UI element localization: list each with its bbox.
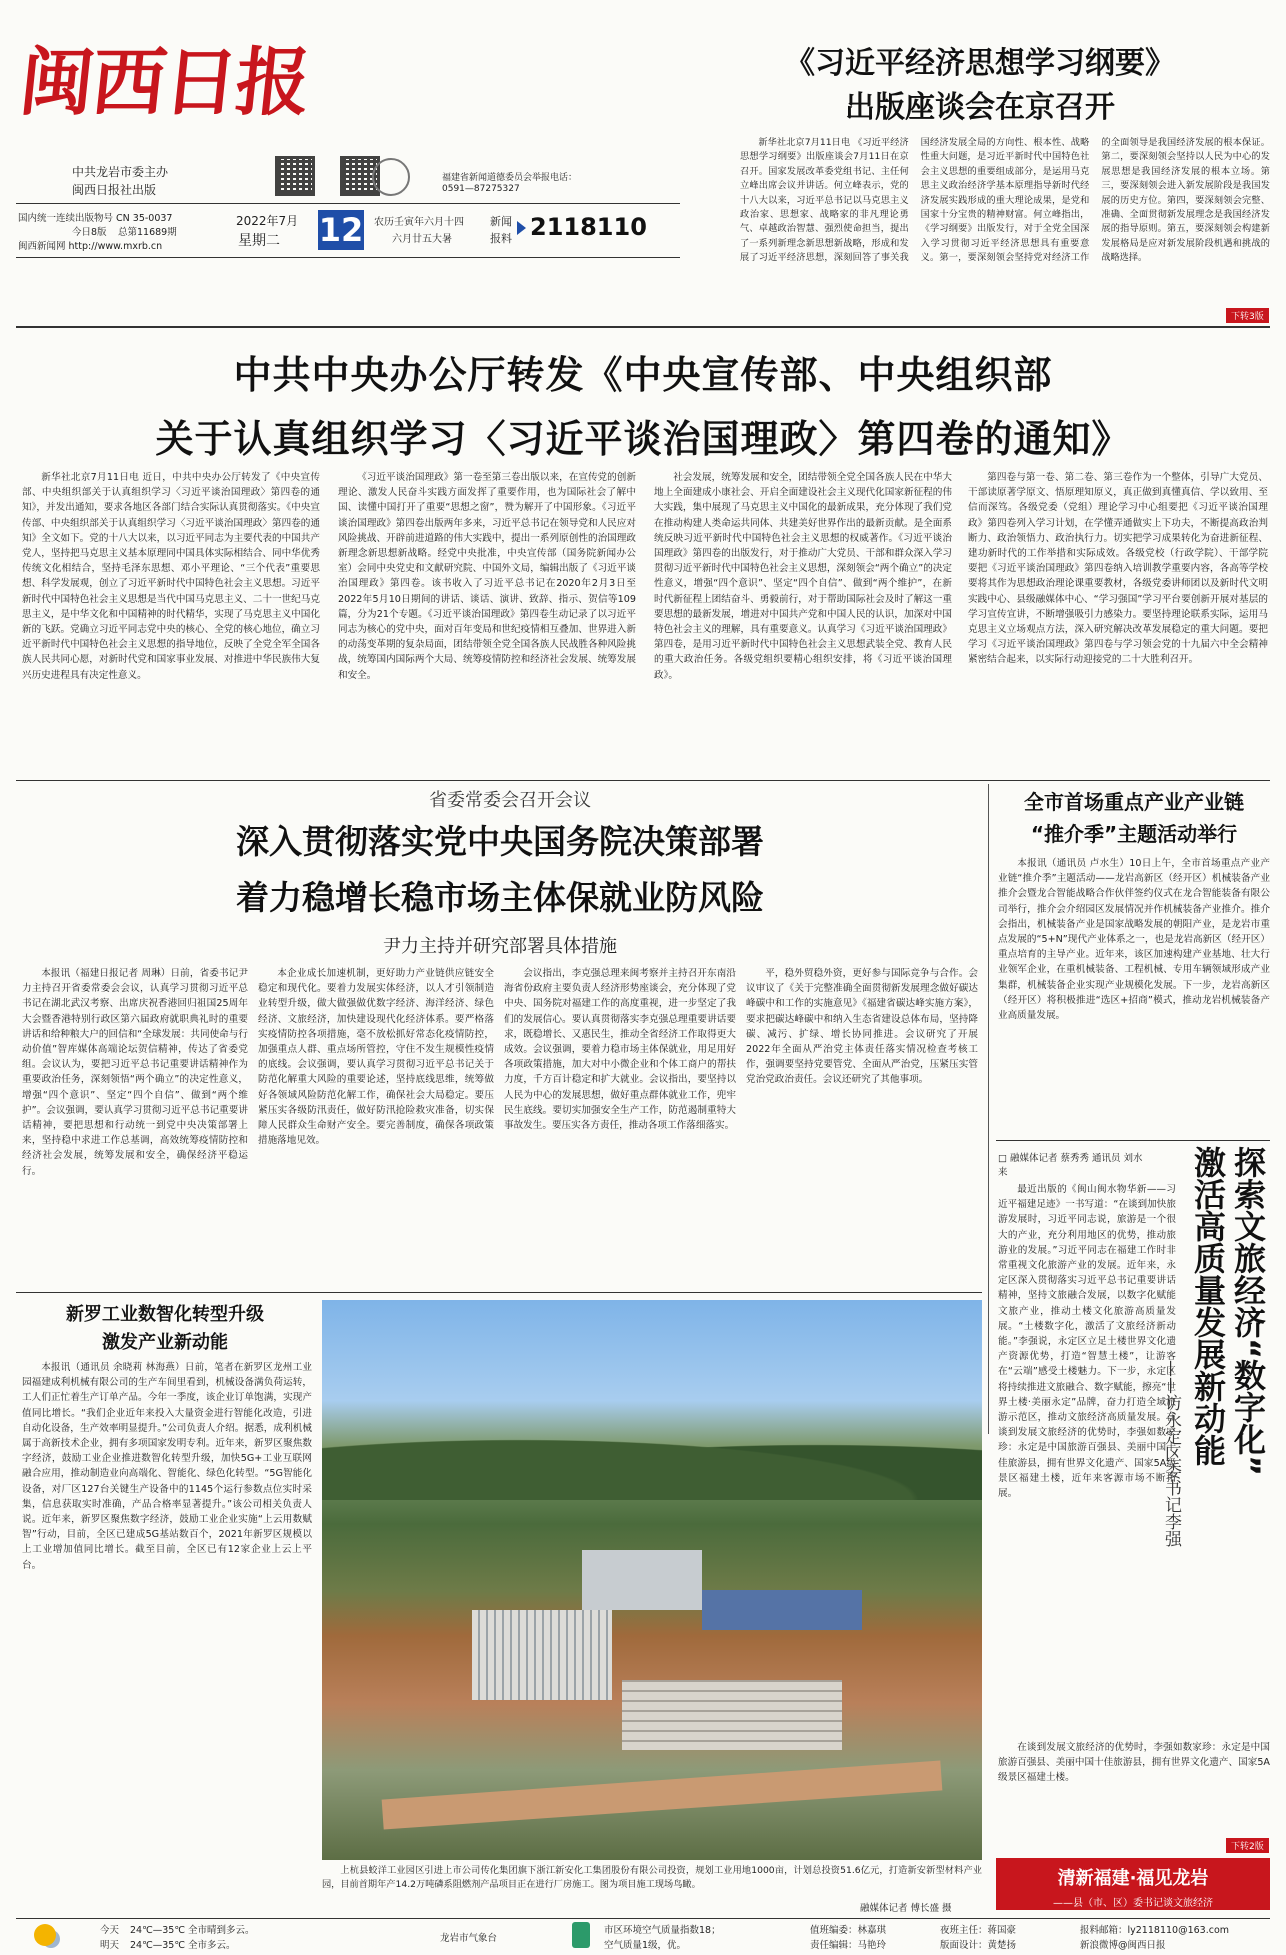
day-badge: 12 bbox=[318, 211, 364, 249]
hotline-label: 新闻 bbox=[490, 215, 512, 228]
province-story-subtitle: 尹力主持并研究部署具体措施 bbox=[383, 936, 617, 957]
photo-building bbox=[622, 1680, 842, 1750]
tourism-title[interactable]: 探索文旅经济“数字化” bbox=[1229, 1146, 1267, 1477]
tourism-body-continued: 在谈到发展文旅经济的优势时，李强如数家珍：永定是中国旅游百强县、美丽中国十佳旅游县，拥有世界文化遗产、国家5A级景区福建土楼。 bbox=[998, 1742, 1270, 1784]
air-quality-index: 市区环境空气质量指数18； bbox=[604, 1925, 721, 1936]
issn: 国内统一连续出版物号 CN 35-0037 bbox=[18, 213, 173, 224]
editor-on-duty: 值班编委：林嘉琪 bbox=[810, 1925, 887, 1936]
tourism-reporters: □ 融媒体记者 蔡秀秀 通讯员 刘水来 bbox=[998, 1153, 1143, 1178]
photo-building bbox=[582, 1550, 702, 1610]
air-quality-level: 空气质量1级，优。 bbox=[604, 1940, 687, 1951]
hotline-arrow-icon bbox=[517, 221, 526, 235]
xinluo-title[interactable]: 新罗工业数智化转型升级 bbox=[66, 1304, 264, 1325]
weibo-account[interactable]: 新浪微博@闽西日报 bbox=[1080, 1940, 1166, 1951]
lunar-date: 农历壬寅年六月十四 bbox=[374, 217, 464, 228]
solar-term: 六月廿五大暑 bbox=[392, 234, 452, 245]
lead-story-title[interactable]: 关于认真组织学习〈习近平谈治国理政〉第四卷的通知》 bbox=[155, 417, 1131, 461]
promo-subtitle: ——县（市、区）委书记谈文旅经济 bbox=[1053, 1898, 1213, 1909]
masthead-sponsor-2: 闽西日报社出版 bbox=[72, 183, 157, 197]
tourism-body: 最近出版的《闽山闽水物华新——习近平福建足迹》一书写道：“在谈到加快旅游发展时，习近平同志说，旅游是一个很大的产业，充分利用地区的优势，推动旅游业的发展。”习近平同志在福建工作时非常重视文化旅游产业的发展。近年来，永定区深入贯彻落实习近平总书记重要讲话精神，坚持文旅融合发展，以数字化赋能文旅产业，推动土楼文化旅游高质量发展。“土楼数字化，激活了文旅经济新动能。”李强说，永定区立足土楼世界文化遗产资源优势，打造“智慧土楼”，让游客在“云端”感受土楼魅力。下一步，永定区将持续推进文旅融合、数字赋能，擦亮“世界土楼·美丽永定”品牌，奋力打造全域旅游示范区，推动文旅经济高质量发展。在谈到发展文旅经济的优势时，李强如数家珍：永定是中国旅游百强县、美丽中国十佳旅游县，拥有世界文化遗产、国家5A级景区福建土楼，近年来客源市场不断拓展。 bbox=[998, 1184, 1176, 1500]
photo-building bbox=[472, 1610, 612, 1700]
platform-seal-icon bbox=[372, 158, 410, 196]
lead-story-column-4: 第四卷与第一卷、第二卷、第三卷作为一个整体，引导广大党员、干部读原著学原文、悟原理知原义，真正做到真懂真信、学以致用、至信而深笃。各级党委（党组）理论学习中心组要把《习近平谈治国理政》第四卷列入学习计划，在学懂弄通做实上下功夫，不断提高政治判断力、政治领悟力、政治执行力。切实把学习成果转化为奋进新征程、建功新时代的工作举措和实际成效。各级党校（行政学院）、干部学院要把《习近平谈治国理政》第四卷纳入培训教学重要内容，各高等学校要将其作为思想政治理论课重要教材，各级党委讲师团以及新时代文明实践中心、县级融媒体中心、“学习强国”学习平台要创新开展对基层的学习宣传宣讲，不断增强吸引力感染力。要坚持理论联系实际，运用马克思主义立场观点方法，深入研究解决改革发展稳定的重大问题。要把学习《习近平谈治国理政》第四卷与学习领会党的十九届六中全会精神紧密结合起来，以实际行动迎接党的二十大胜利召开。 bbox=[968, 472, 1268, 666]
report-phone: 0591—87275327 bbox=[442, 184, 520, 194]
province-story-column-1: 本报讯（福建日报记者 周琳）日前，省委书记尹力主持召开省委常委会会议，认真学习贯彻习近平总书记在湖北武汉考察、出席庆祝香港回归祖国25周年大会暨香港特别行政区第六届政府就职典礼时的重要讲话和给种粮大户的回信和“全球发展：共同使命与行动价值”智库媒体高端论坛贺信精神，传达了省委党组。会议认为，要把习近平总书记重要讲话精神作为重要政治任务，深刻领悟“两个确立”的决定性意义，增强“四个意识”、坚定“四个自信”、做到“两个维护”。会议强调，要认真学习贯彻习近平总书记重要讲话精神，要把思想和行动统一到党中央决策部署上来，坚持稳中求进工作总基调，高效统筹疫情防控和经济社会发展，统筹发展和安全，确保经济平稳运行。 bbox=[22, 968, 248, 1177]
promo-box[interactable] bbox=[996, 1858, 1270, 1910]
tip-email[interactable]: 报料邮箱：ly2118110@163.com bbox=[1080, 1925, 1230, 1936]
weather-tomorrow: 24℃—35℃ 全市多云。 bbox=[130, 1940, 236, 1951]
photo-building bbox=[702, 1590, 862, 1630]
page-count: 今日8版 bbox=[72, 227, 107, 238]
promo-title: 清新福建·福见龙岩 bbox=[1057, 1868, 1209, 1889]
xinluo-title[interactable]: 激发产业新动能 bbox=[102, 1332, 228, 1353]
construction-site-photo[interactable] bbox=[322, 1300, 982, 1860]
website-link[interactable]: 闽西新闻网 http://www.mxrb.cn bbox=[18, 241, 163, 252]
industry-chain-title[interactable]: “推介季”主题活动举行 bbox=[1030, 822, 1238, 846]
masthead-sponsor-1: 中共龙岩市委主办 bbox=[72, 165, 169, 179]
industry-chain-title[interactable]: 全市首场重点产业产业链 bbox=[1024, 790, 1244, 814]
air-quality-icon bbox=[572, 1922, 590, 1948]
lead-story-column-3: 社会发展，统筹发展和安全，团结带领全党全国各族人民在中华大地上全面建成小康社会、开启全面建设社会主义现代化国家新征程的伟大实践，集中展现了马克思主义中国化的最新成果，充分体现了我们党在推动构建人类命运共同体、共建美好世界作出的最新贡献。是全面系统反映习近平新时代中国特色社会主义思想的权威著作。《习近平谈治国理政》第四卷的出版发行，对于推动广大党员、干部和群众深入学习贯彻习近平新时代中国特色社会主义思想，深刻领会“两个确立”的决定性意义，增强“四个意识”、坚定“四个自信”、做到“两个维护”，在新时代新征程上团结奋斗、勇毅前行，对于帮助国际社会及时了解这一重要思想的最新发展，增进对中国共产党和中国人民的认识，加深对中国特色社会主义的理解，具有重要意义。认真学习《习近平谈治国理政》第四卷，是用习近平新时代中国特色社会主义思想武装全党、教育人民的重大政治任务。各级党组织要精心组织安排，将《习近平谈治国理政》。 bbox=[654, 472, 952, 681]
date-year-month: 2022年7月 bbox=[236, 214, 299, 228]
issue-number: 总第11689期 bbox=[118, 227, 177, 238]
lead-story-column-1: 新华社北京7月11日电 近日，中共中央办公厅转发了《中央宣传部、中央组织部关于认真组织学习〈习近平谈治国理政〉第四卷的通知》，并发出通知，要求各地区各部门结合实际认真贯彻落实。《中央宣传部、中央组织部关于认真组织学习〈习近平谈治国理政〉第四卷的通知》全文如下。党的十八大以来，以习近平同志为主要代表的中国共产党人，坚持把马克思主义基本原理同中国具体实际相结合、同中华优秀传统文化相结合，坚持毛泽东思想、邓小平理论、“三个代表”重要思想、科学发展观，创立了习近平新时代中国特色社会主义思想。习近平新时代中国特色社会主义思想是当代中国马克思主义、二十一世纪马克思主义，是中华文化和中国精神的时代精华，实现了马克思主义中国化新的飞跃。党确立习近平同志党中央的核心、全党的核心地位，确立习近平新时代中国特色社会主义思想的指导地位，反映了全党全军全国各族人民共同心愿，对新时代党和国家事业发展、对推进中华民族伟大复兴历史进程具有决定性意义。 bbox=[22, 472, 320, 681]
photo-caption: 上杭县蛟洋工业园区引进上市公司传化集团旗下浙江新安化工集团股份有限公司投资，规划工业用地1000亩，计划总投资51.6亿元，打造新安新型材料产业园，目前首期年产14.2万吨磷系阻燃剂产品项目正在进行厂房施工。图为项目施工现场鸟瞰。 bbox=[322, 1865, 982, 1890]
weather-sun-icon bbox=[34, 1924, 56, 1946]
tourism-byline: ——访永定区委书记李强 bbox=[1161, 1360, 1181, 1547]
weather-tomorrow-label: 明天 bbox=[100, 1940, 120, 1951]
weekday: 星期二 bbox=[238, 233, 280, 249]
jump-to-page-2[interactable]: 下转2版 bbox=[1226, 1838, 1269, 1853]
province-story-title[interactable]: 深入贯彻落实党中央国务院决策部署 bbox=[236, 822, 764, 861]
province-story-column-4: 平，稳外贸稳外资，更好参与国际竞争与合作。会议审议了《关于完整准确全面贯彻新发展理念做好碳达峰碳中和工作的实施意见》《福建省碳达峰实施方案》，要求把碳达峰碳中和纳入生态省建设总体布局，坚持降碳、减污、扩绿、增长协同推进。会议研究了开展2022年全面从严治党主体责任落实情况检查考核工作，强调要坚持党要管党、全面从严治党，压紧压实管党治党政治责任。会议还研究了其他事项。 bbox=[746, 968, 978, 1086]
layout-designer: 版面设计：黄楚扬 bbox=[940, 1940, 1017, 1951]
photo-credit: 融媒体记者 傅长盛 摄 bbox=[860, 1903, 952, 1914]
jump-to-page-3[interactable]: 下转3版 bbox=[1226, 308, 1269, 323]
province-story-kicker: 省委常委会召开会议 bbox=[429, 790, 591, 811]
province-story-column-3: 会议指出，李克强总理来闽考察并主持召开东南沿海省份政府主要负责人经济形势座谈会，充分体现了党中央、国务院对福建工作的高度重视，进一步坚定了我们的发展信心。要认真贯彻落实李克强总理重要讲话要求，既稳增长、又惠民生，推动全省经济工作取得更大成效。会议强调，要着力稳市场主体保就业，用足用好各项政策措施，加大对中小微企业和个体工商户的帮扶力度，千方百计稳定和扩大就业。会议指出，要坚持以人民为中心的发展思想，做好重点群体就业工作，兜牢民生底线。要切实加强安全生产工作，防范遏制重特大事故发生。要压实各方责任，推动各项工作落细落实。 bbox=[504, 968, 736, 1132]
province-story-column-2: 本企业成长加速机制，更好助力产业链供应链安全稳定和现代化。要着力发展实体经济，以人才引领制造业转型升级，做大做强做优数字经济、海洋经济、绿色经济、文旅经济，加快建设现代化经济体系。要严格落实疫情防控各项措施，毫不放松抓好常态化疫情防控，加强重点人群、重点场所管控，守住不发生规模性疫情的底线。会议强调，要认真学习贯彻习近平总书记关于防范化解重大风险的重要论述，坚持底线思维，统筹做好各领域风险防范化解工作，确保社会大局稳定。要压紧压实各级防汛责任，做好防汛抢险救灾准备，切实保障人民群众生命财产安全。要完善制度，确保各项政策措施落地见效。 bbox=[258, 968, 494, 1147]
weather-source: 龙岩市气象台 bbox=[440, 1933, 498, 1944]
top-story-title[interactable]: 《习近平经济思想学习纲要》 bbox=[785, 46, 1175, 81]
masthead-logo: 闽西日报 bbox=[15, 40, 313, 126]
qr-code-icon bbox=[275, 156, 315, 196]
night-editor: 夜班主任：蒋国豪 bbox=[940, 1925, 1017, 1936]
report-phone-label: 福建省新闻道德委员会举报电话： bbox=[442, 173, 578, 183]
tourism-title[interactable]: 激活高质量发展新动能 bbox=[1189, 1146, 1227, 1466]
photo-road bbox=[382, 1761, 943, 1830]
weather-today: 24℃—35℃ 全市晴到多云。 bbox=[130, 1925, 255, 1936]
responsible-editor: 责任编辑：马艳玲 bbox=[810, 1940, 887, 1951]
weather-today-label: 今天 bbox=[100, 1925, 120, 1936]
lead-story-column-2: 《习近平谈治国理政》第一卷至第三卷出版以来，在宣传党的创新理论、激发人民奋斗实践方面发挥了重要作用，也为国际社会了解中国、读懂中国打开了重要“思想之窗”，赞为解开了中国形象。《习近平谈治国理政》第四卷出版两年多来，习近平总书记在领导党和人民应对风险挑战、开辟前进道路的伟大实践中，提出一系列原创性的治国理政新理念新思想新战略。经党中央批准，中央宣传部（国务院新闻办公室）会同中央党史和文献研究院、中国外文局，编辑出版了《习近平谈治国理政》第四卷。该书收入了习近平总书记在2020年2月3日至2022年5月10日期间的讲话、谈话、演讲、致辞、指示、贺信等109篇，分为21个专题。《习近平谈治国理政》第四卷生动记录了以习近平同志为核心的党中央，面对百年变局和世纪疫情相互叠加、世界进入新的动荡变革期的复杂局面，团结带领全党全国各族人民战胜各种风险挑战，统筹国内国际两个大局、统筹疫情防控和经济社会发展、统筹发展和安全。 bbox=[338, 472, 636, 681]
photo-hills bbox=[322, 1430, 982, 1500]
industry-chain-body: 本报讯（通讯员 卢水生）10日上午，全市首场重点产业产业链“推介季”主题活动——龙岩高新区（经开区）机械装备产业推介会暨龙合智能战略合作伙伴签约仪式在龙合智能装备有限公司举行，推介会介绍园区发展情况并作机械装备产业推介。推介会指出，机械装备产业是国家战略发展的朝阳产业，是龙岩市重点发展的“5+N”现代产业体系之一，也是龙岩高新区（经开区）重点培育的主导产业。近年来，该区加速构建产业基地、壮大行业领军企业，在重机械装备、工程机械、专用车辆领域形成产业集群，机械装备企业实现产业规模化发展。下一步，龙岩高新区（经开区）将积极推进“选区+招商”模式，推动龙岩机械装备产业高质量发展。 bbox=[998, 858, 1270, 1022]
xinluo-body: 本报讯（通讯员 余晓莉 林海燕）日前，笔者在新罗区龙州工业园福建成利机械有限公司的生产车间里看到，机械设备满负荷运转，工人们正忙着生产订单产品。今年一季度，该企业订单饱满，实现产值同比增长。“我们企业近年来投入大量资金进行智能化改造，引进自动化设备，生产效率明显提升。”公司负责人介绍。据悉，成利机械属于高新技术企业，拥有多项国家发明专利。近年来，新罗区聚焦数字经济，鼓励工业企业推进数智化转型升级，加快5G+工业互联网融合应用，推动制造业向高端化、智能化、绿色化转型。“5G智能化设备，对厂区127台关键生产设备中的1145个运行参数点位实时采集，信息获取实时准确，产品合格率显著提升。”该公司相关负责人说。近年来，新罗区聚焦数字经济，鼓励工业企业实施“上云用数赋智”行动，目前，全区已建成5G基站数百个，2021年新罗区规模以上工业增加值同比增长。截至目前，全区已有12家企业上云上平台。 bbox=[22, 1362, 312, 1571]
lead-story-title[interactable]: 中共中央办公厅转发《中央宣传部、中央组织部 bbox=[233, 353, 1053, 397]
hotline-label: 报料 bbox=[490, 232, 512, 245]
top-story-title[interactable]: 出版座谈会在京召开 bbox=[845, 90, 1115, 125]
top-story-body: 新华社北京7月11日电 《习近平经济思想学习纲要》出版座谈会7月11日在京召开。国家发展改革委党组书记、主任何立峰出席会议并讲话。何立峰表示，党的十八大以来，习近平总书记以马克思主义政治家、思想家、战略家的非凡理论勇气、卓越政治智慧、强烈使命担当，提出了一系列新理念新思想新战略，形成和发展了习近平经济思想，深刻回答了事关我国经济发展全局的方向性、根本性、战略性重大问题，是习近平新时代中国特色社会主义思想的重要组成部分，是运用马克思主义政治经济学基本原理指导新时代经济发展实践形成的重大理论成果，是党和国家十分宝贵的精神财富。何立峰指出，《学习纲要》出版发行，对于全党全国深入学习贯彻习近平经济思想具有重要意义。第一，要深刻领会坚持党对经济工作的全面领导是我国经济发展的根本保证。第二，要深刻领会坚持以人民为中心的发展思想是我国经济发展的根本立场。第三，要深刻领会进入新发展阶段是我国发展的历史方位。第四，要深刻领会完整、准确、全面贯彻新发展理念是我国经济发展的指导原则。第五，要深刻领会构建新发展格局是应对新发展阶段机遇和挑战的战略选择。 bbox=[740, 137, 1270, 264]
hotline-number[interactable]: 2118110 bbox=[530, 213, 647, 241]
province-story-title[interactable]: 着力稳增长稳市场主体保就业防风险 bbox=[236, 878, 764, 917]
